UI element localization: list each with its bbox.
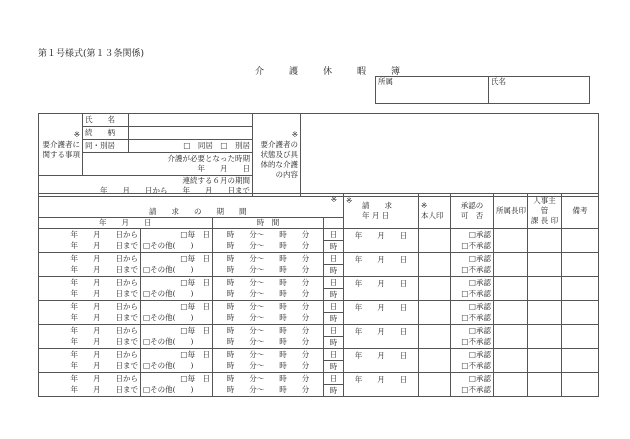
seal-field[interactable]	[419, 373, 451, 397]
six-month-label: 連続する６月の期間	[182, 176, 250, 185]
time-range-1[interactable]: 時 分～ 時 分	[213, 253, 324, 265]
blank-header	[324, 218, 344, 229]
time-range-2[interactable]: 時 分～ 時 分	[213, 385, 324, 397]
dept-head-seal[interactable]	[494, 229, 528, 253]
daily-checkbox[interactable]: □毎 日	[141, 229, 213, 241]
other-checkbox[interactable]: □その他( )	[141, 361, 213, 373]
request-date[interactable]: 年 月 日	[344, 253, 419, 277]
other-checkbox[interactable]: □その他( )	[141, 265, 213, 277]
period-header: 請 求 の 期 間 ※	[39, 194, 344, 218]
time-range-1[interactable]: 時 分～ 時 分	[213, 349, 324, 361]
unit-hour[interactable]: 時	[324, 265, 344, 277]
hr-seal[interactable]	[528, 229, 562, 253]
remarks-field[interactable]	[562, 229, 599, 253]
condition-label: ※ 要介護者の状態及び具体的な介護の内容	[253, 114, 301, 197]
approve-checkbox[interactable]: □承認	[451, 349, 494, 361]
care-needed-date: 年 月 日	[197, 164, 250, 173]
hr-seal[interactable]	[528, 301, 562, 325]
unit-hour[interactable]: 時	[324, 385, 344, 397]
date-from[interactable]: 年 月 日から	[39, 253, 141, 265]
unit-day[interactable]: 日	[324, 325, 344, 337]
remarks-field[interactable]	[562, 301, 599, 325]
care-needed-field[interactable]	[83, 153, 253, 176]
request-date-header: ※ 請 求 年 月 日	[344, 194, 419, 229]
time-range-2[interactable]: 時 分～ 時 分	[213, 361, 324, 373]
date-to[interactable]: 年 月 日まで	[39, 361, 141, 373]
approve-checkbox[interactable]: □承認	[451, 253, 494, 265]
dept-head-seal[interactable]	[494, 277, 528, 301]
remarks-header: 備考	[562, 194, 599, 229]
seal-field[interactable]	[419, 253, 451, 277]
name-field[interactable]: 氏名	[489, 77, 590, 104]
header-box	[375, 76, 590, 104]
time-range-2[interactable]: 時 分～ 時 分	[213, 313, 324, 325]
reject-checkbox[interactable]: □不承認	[451, 337, 494, 349]
other-checkbox[interactable]: □その他( )	[141, 289, 213, 301]
relation-field[interactable]	[129, 127, 253, 140]
unit-day[interactable]: 日	[324, 349, 344, 361]
date-header: 年 月 日	[39, 218, 213, 229]
request-date[interactable]: 年 月 日	[344, 325, 419, 349]
request-row	[39, 373, 599, 385]
unit-day[interactable]: 日	[324, 229, 344, 241]
other-checkbox[interactable]: □その他( )	[141, 241, 213, 253]
daily-checkbox[interactable]: □毎 日	[141, 349, 213, 361]
daily-checkbox[interactable]: □毎 日	[141, 325, 213, 337]
daily-checkbox[interactable]: □毎 日	[141, 277, 213, 289]
request-table	[38, 193, 599, 397]
reject-checkbox[interactable]: □不承認	[451, 385, 494, 397]
date-to[interactable]: 年 月 日まで	[39, 385, 141, 397]
hr-seal[interactable]	[528, 277, 562, 301]
care-recipient-table	[38, 113, 599, 197]
approve-checkbox[interactable]: □承認	[451, 373, 494, 385]
time-range-2[interactable]: 時 分～ 時 分	[213, 289, 324, 301]
request-date[interactable]: 年 月 日	[344, 229, 419, 253]
dept-head-seal[interactable]	[494, 325, 528, 349]
date-to[interactable]: 年 月 日まで	[39, 313, 141, 325]
time-range-1[interactable]: 時 分～ 時 分	[213, 325, 324, 337]
time-range-1[interactable]: 時 分～ 時 分	[213, 229, 324, 241]
approve-checkbox[interactable]: □承認	[451, 277, 494, 289]
remarks-field[interactable]	[562, 325, 599, 349]
seal-header: ※ 本人印	[419, 194, 451, 229]
daily-checkbox[interactable]: □毎 日	[141, 301, 213, 313]
care-needed-label: 介護が必要となった時期	[167, 154, 250, 163]
approve-checkbox[interactable]: □承認	[451, 325, 494, 337]
time-header: 時 間	[213, 218, 324, 229]
date-from[interactable]: 年 月 日から	[39, 277, 141, 289]
remarks-field[interactable]	[562, 373, 599, 397]
reject-checkbox[interactable]: □不承認	[451, 265, 494, 277]
six-month-range: 年 月 日から 年 月 日まで	[100, 186, 250, 195]
request-row	[39, 301, 599, 313]
dept-head-seal[interactable]	[494, 349, 528, 373]
seal-field[interactable]	[419, 349, 451, 373]
daily-checkbox[interactable]: □毎 日	[141, 373, 213, 385]
date-from[interactable]: 年 月 日から	[39, 325, 141, 337]
daily-checkbox[interactable]: □毎 日	[141, 253, 213, 265]
dept-head-seal[interactable]	[494, 373, 528, 397]
hr-seal[interactable]	[528, 325, 562, 349]
unit-hour[interactable]: 時	[324, 241, 344, 253]
date-from[interactable]: 年 月 日から	[39, 373, 141, 385]
dept-head-seal[interactable]	[494, 301, 528, 325]
time-range-2[interactable]: 時 分～ 時 分	[213, 265, 324, 277]
reject-checkbox[interactable]: □不承認	[451, 313, 494, 325]
hr-header: 人事主管 課 長 印	[528, 194, 562, 229]
living-label: 同・別居	[83, 140, 129, 153]
request-date[interactable]: 年 月 日	[344, 277, 419, 301]
date-to[interactable]: 年 月 日まで	[39, 337, 141, 349]
unit-day[interactable]: 日	[324, 301, 344, 313]
approve-checkbox[interactable]: □承認	[451, 301, 494, 313]
unit-day[interactable]: 日	[324, 253, 344, 265]
other-checkbox[interactable]: □その他( )	[141, 313, 213, 325]
date-from[interactable]: 年 月 日から	[39, 301, 141, 313]
date-from[interactable]: 年 月 日から	[39, 349, 141, 361]
unit-day[interactable]: 日	[324, 373, 344, 385]
care-recipient-label: ※ 要介護者に関する事項	[39, 114, 83, 176]
request-row	[39, 349, 599, 361]
seal-field[interactable]	[419, 229, 451, 253]
time-range-1[interactable]: 時 分～ 時 分	[213, 301, 324, 313]
seal-field[interactable]	[419, 277, 451, 301]
time-range-1[interactable]: 時 分～ 時 分	[213, 373, 324, 385]
date-to[interactable]: 年 月 日まで	[39, 265, 141, 277]
seal-field[interactable]	[419, 301, 451, 325]
request-row	[39, 325, 599, 337]
remarks-field[interactable]	[562, 349, 599, 373]
living-options[interactable]: □ 同居 □ 別居	[129, 140, 253, 153]
seal-field[interactable]	[419, 325, 451, 349]
condition-field[interactable]	[301, 114, 599, 197]
recipient-name-field[interactable]	[129, 114, 253, 127]
request-row	[39, 277, 599, 289]
relation-label: 続 柄	[83, 127, 129, 140]
dept-head-seal[interactable]	[494, 253, 528, 277]
date-from[interactable]: 年 月 日から	[39, 229, 141, 241]
dept-head-header: 所属長印	[494, 194, 528, 229]
remarks-field[interactable]	[562, 253, 599, 277]
request-row	[39, 229, 599, 241]
affiliation-field[interactable]: 所属	[376, 77, 489, 104]
time-range-2[interactable]: 時 分～ 時 分	[213, 337, 324, 349]
other-checkbox[interactable]: □その他( )	[141, 385, 213, 397]
request-date[interactable]: 年 月 日	[344, 373, 419, 397]
hr-seal[interactable]	[528, 373, 562, 397]
date-to[interactable]: 年 月 日まで	[39, 289, 141, 301]
hr-seal[interactable]	[528, 349, 562, 373]
unit-day[interactable]: 日	[324, 277, 344, 289]
request-date[interactable]: 年 月 日	[344, 349, 419, 373]
reject-checkbox[interactable]: □不承認	[451, 241, 494, 253]
time-range-2[interactable]: 時 分～ 時 分	[213, 241, 324, 253]
approve-checkbox[interactable]: □承認	[451, 229, 494, 241]
request-date[interactable]: 年 月 日	[344, 301, 419, 325]
period-mark: ※	[330, 195, 337, 204]
remarks-field[interactable]	[562, 277, 599, 301]
unit-hour[interactable]: 時	[324, 313, 344, 325]
form-number: 第１号様式(第１３条関係)	[38, 49, 145, 59]
other-checkbox[interactable]: □その他( )	[141, 337, 213, 349]
unit-hour[interactable]: 時	[324, 361, 344, 373]
approval-header: 承認の 可 否	[451, 194, 494, 229]
reject-checkbox[interactable]: □不承認	[451, 361, 494, 373]
reject-checkbox[interactable]: □不承認	[451, 289, 494, 301]
hr-seal[interactable]	[528, 253, 562, 277]
unit-hour[interactable]: 時	[324, 289, 344, 301]
page-title: 介 護 休 暇 簿	[255, 67, 409, 77]
date-to[interactable]: 年 月 日まで	[39, 241, 141, 253]
name-label: 氏 名	[83, 114, 129, 127]
time-range-1[interactable]: 時 分～ 時 分	[213, 277, 324, 289]
request-row	[39, 253, 599, 265]
unit-hour[interactable]: 時	[324, 337, 344, 349]
